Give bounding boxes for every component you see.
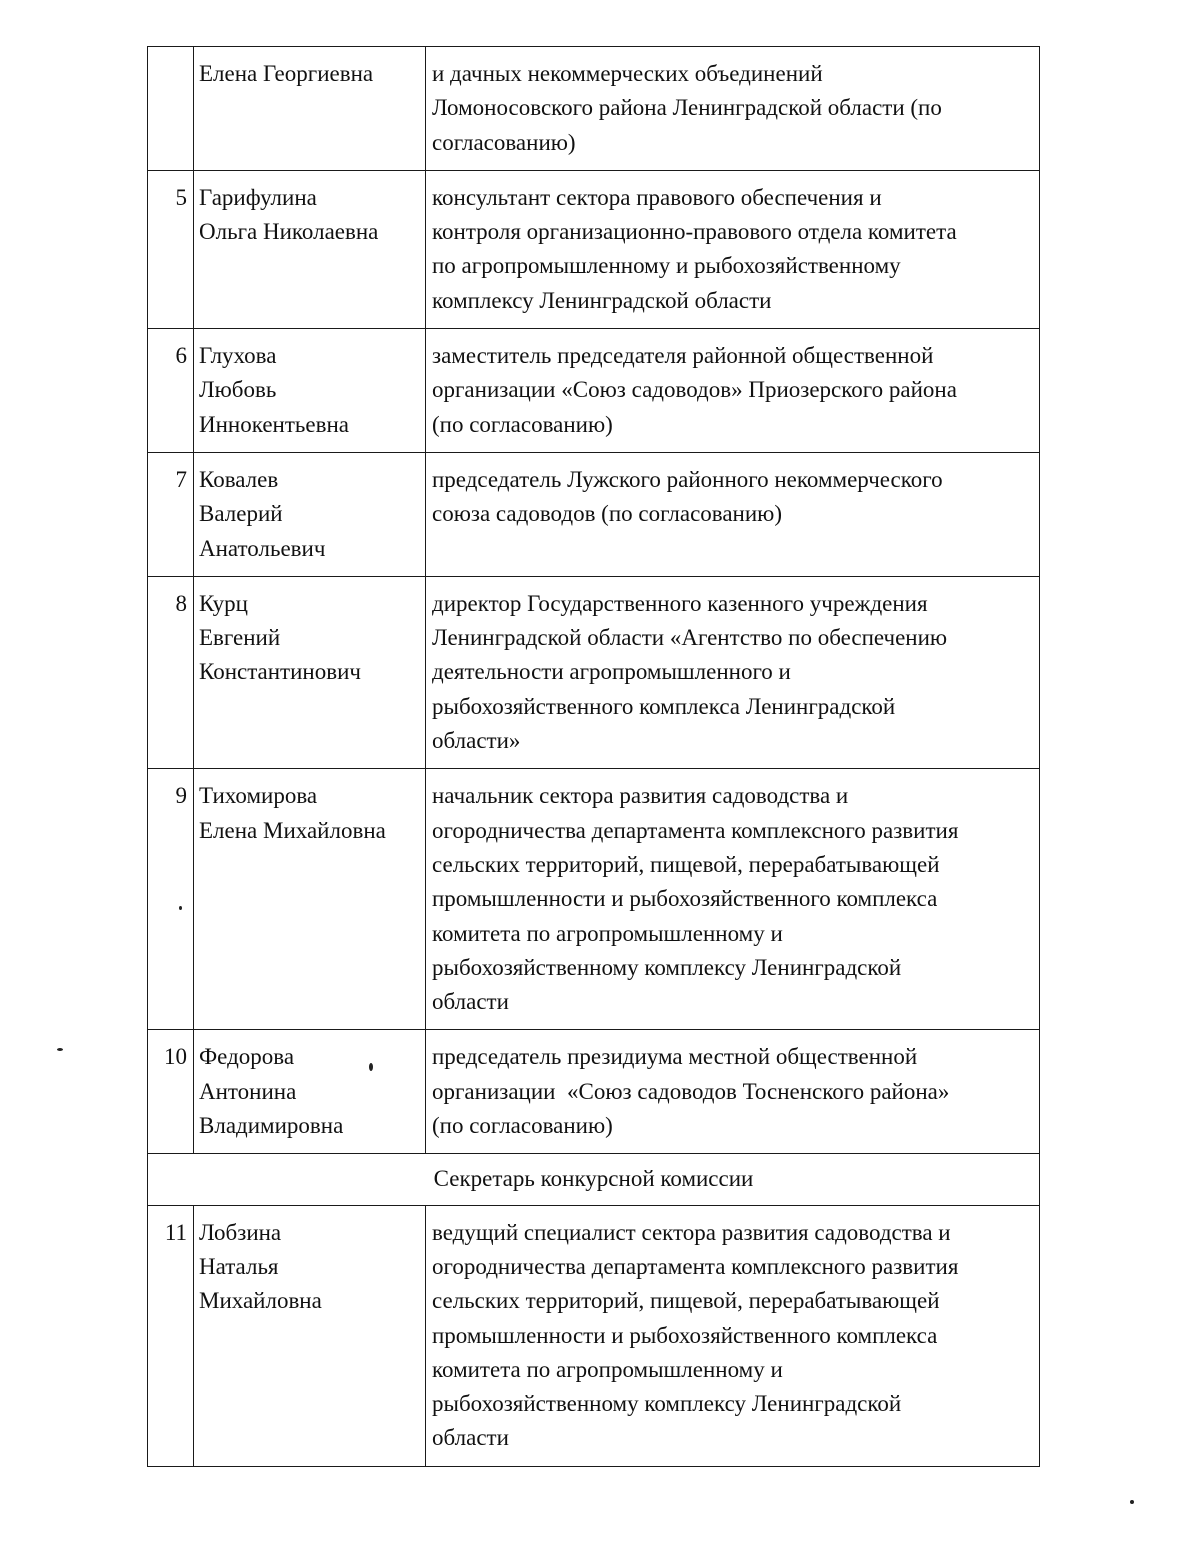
name-line: Тихомирова — [199, 783, 318, 809]
position-line: огородничества департамента комплексного развития — [432, 1253, 959, 1279]
name-line: Лобзина — [199, 1219, 282, 1245]
name-line: Глухова — [199, 343, 277, 369]
position-line: и дачных некоммерческих объединений — [432, 61, 823, 86]
position-line: рыбохозяйственному комплексу Ленинградской — [432, 1391, 902, 1417]
row-number: 8 — [148, 576, 194, 768]
name-line: Владимировна — [199, 1113, 344, 1139]
name-line: Валерий — [199, 501, 283, 527]
table-row — [148, 47, 1040, 171]
name-line: Анатольевич — [199, 535, 326, 561]
name-line: Курц — [199, 590, 248, 616]
member-name — [194, 576, 426, 768]
position-line: директор Государственного казенного учреждения — [432, 590, 928, 616]
table-row — [148, 452, 1040, 576]
section-row — [148, 1154, 1040, 1205]
row-number — [148, 47, 194, 171]
row-number: 10 — [148, 1030, 194, 1154]
row-number: 11 — [148, 1205, 194, 1466]
position-line: контроля организационно-правового отдела комитета — [432, 219, 957, 245]
member-name — [194, 329, 426, 453]
row-number: 5 — [148, 170, 194, 328]
position-line: рыбохозяйственного комплекса Ленинградской — [432, 693, 896, 719]
name-line: Федорова — [199, 1044, 295, 1070]
member-name — [194, 1030, 426, 1154]
name-line: Ольга Николаевна — [199, 219, 379, 245]
member-position — [426, 47, 1040, 171]
table-row — [148, 769, 1040, 1030]
table-row — [148, 170, 1040, 328]
member-position — [426, 1205, 1040, 1466]
name-line: Наталья — [199, 1253, 279, 1279]
position-line: заместитель председателя районной общественной — [432, 343, 934, 369]
members-table-body — [148, 47, 1040, 1467]
table-row — [148, 576, 1040, 768]
member-name — [194, 47, 426, 171]
position-line: ведущий специалист сектора развития садоводства и — [432, 1219, 951, 1245]
scan-speck — [1130, 1500, 1134, 1504]
position-line: сельских территорий, пищевой, перерабатывающей — [432, 1288, 940, 1314]
name-line: Любовь — [199, 377, 277, 403]
position-line: области — [432, 989, 509, 1015]
name-line: Гарифулина — [199, 184, 317, 210]
member-position — [426, 329, 1040, 453]
position-line: области — [432, 1425, 509, 1451]
name-line: Елена Георгиевна — [199, 61, 374, 86]
table-row — [148, 1030, 1040, 1154]
row-number: 7 — [148, 452, 194, 576]
row-number: 6 — [148, 329, 194, 453]
member-position — [426, 452, 1040, 576]
position-line: по агропромышленному и рыбохозяйственному — [432, 253, 901, 279]
position-line: Ломоносовского района Ленинградской области (по — [432, 95, 942, 121]
member-position — [426, 576, 1040, 768]
position-line: комитета по агропромышленному и — [432, 920, 783, 946]
name-line: Евгений — [199, 625, 281, 651]
name-line: Ковалев — [199, 466, 279, 492]
name-line: Михайловна — [199, 1288, 322, 1314]
position-line: (по согласованию) — [432, 411, 613, 437]
row-number: 9 — [148, 769, 194, 1030]
commission-members-table — [147, 46, 1040, 1467]
table-row — [148, 1205, 1040, 1466]
table-row — [148, 329, 1040, 453]
position-line: председатель Лужского районного некоммерческого — [432, 466, 943, 492]
position-line: промышленности и рыбохозяйственного комплекса — [432, 1322, 938, 1348]
position-line: сельских территорий, пищевой, перерабатывающей — [432, 851, 940, 877]
name-line: Елена Михайловна — [199, 817, 386, 843]
position-line: согласованию) — [432, 129, 576, 155]
position-line: (по согласованию) — [432, 1113, 613, 1139]
scan-speck — [57, 1048, 63, 1051]
member-name — [194, 1205, 426, 1466]
position-line: промышленности и рыбохозяйственного комплекса — [432, 886, 938, 912]
scan-speck — [369, 1063, 373, 1071]
position-line: рыбохозяйственному комплексу Ленинградской — [432, 954, 902, 980]
position-line: области» — [432, 728, 521, 754]
position-line: начальник сектора развития садоводства и — [432, 783, 849, 809]
name-line: Иннокентьевна — [199, 411, 349, 437]
member-name — [194, 769, 426, 1030]
name-line: Антонина — [199, 1078, 297, 1104]
member-position — [426, 769, 1040, 1030]
member-position — [426, 170, 1040, 328]
member-name — [194, 452, 426, 576]
member-name — [194, 170, 426, 328]
position-line: Ленинградской области «Агентство по обеспечению — [432, 625, 948, 651]
scan-speck — [179, 906, 182, 910]
position-line: комитета по агропромышленному и — [432, 1356, 783, 1382]
member-position — [426, 1030, 1040, 1154]
position-line: организации «Союз садоводов» Приозерского района — [432, 377, 957, 403]
position-line: консультант сектора правового обеспечения и — [432, 184, 882, 210]
position-line: союза садоводов (по согласованию) — [432, 501, 782, 527]
position-line: деятельности агропромышленного и — [432, 659, 791, 685]
position-line: организации «Союз садоводов Тосненского района» — [432, 1078, 950, 1104]
section-title: Секретарь конкурсной комиссии — [148, 1154, 1040, 1205]
name-line: Константинович — [199, 659, 361, 685]
position-line: комплексу Ленинградской области — [432, 287, 772, 313]
position-line: председатель президиума местной общественной — [432, 1044, 918, 1070]
position-line: огородничества департамента комплексного развития — [432, 817, 959, 843]
